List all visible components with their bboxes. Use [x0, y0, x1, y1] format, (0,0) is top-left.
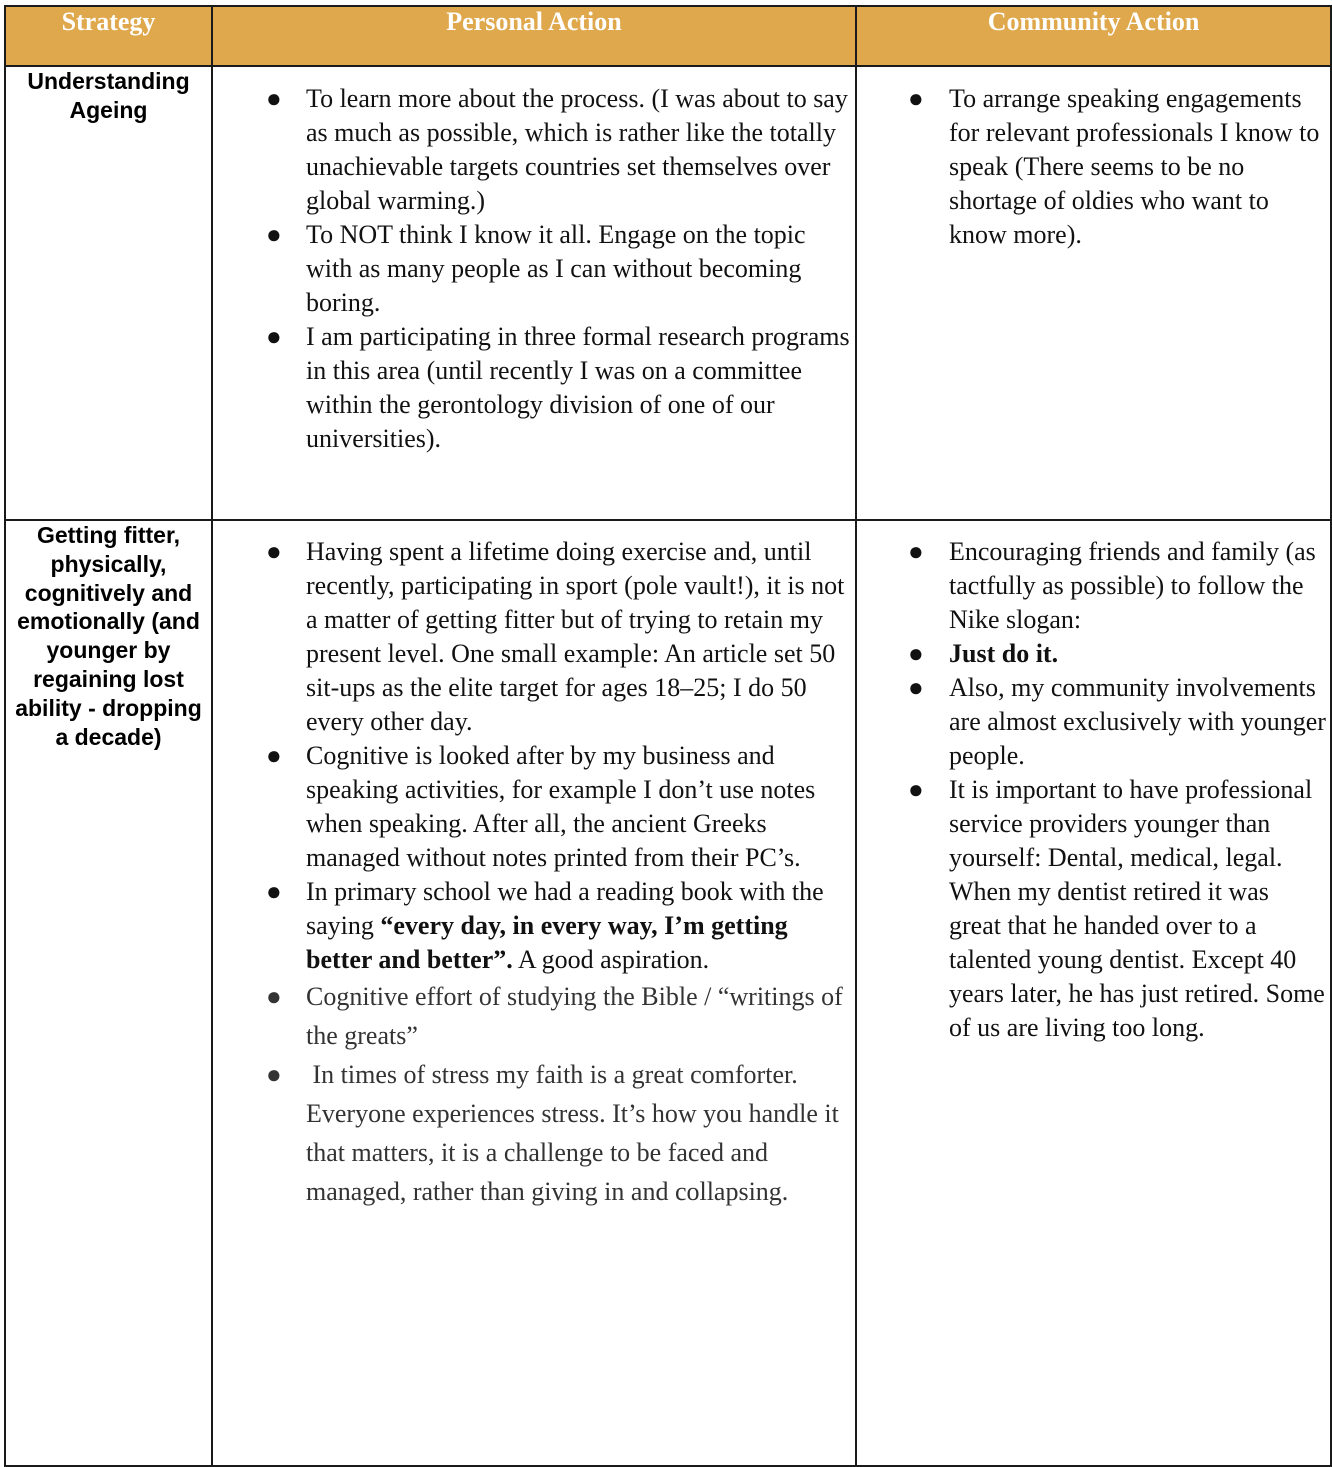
bullet-icon: ● [908, 775, 924, 804]
community-action-cell [856, 520, 1331, 1466]
personal-action-cell [212, 66, 856, 520]
list-item [857, 773, 1330, 1045]
list-item [213, 739, 855, 875]
list-item [213, 82, 855, 218]
bullet-icon: ● [908, 84, 924, 113]
strategy-table [4, 5, 1332, 1467]
list-item [857, 671, 1330, 773]
header-community-action: Community Action [856, 6, 1331, 66]
bullet-icon: ● [266, 537, 282, 566]
list-item-text: In times of stress my faith is a great comforter. Everyone experiences stress. It’s how you handle it that matters, it is a challenge to be faced and managed, rather than giving in and collapsing. [306, 1060, 846, 1206]
list-item [213, 320, 855, 456]
list-item-text: To learn more about the process. (I was about to say as much as possible, which is rather like the totally unachievable targets countries set themselves over global warming.) [306, 84, 848, 215]
list-item [857, 637, 1330, 671]
list-item-text: Cognitive effort of studying the Bible / “writings of the greats” [306, 982, 843, 1050]
list-item [213, 1055, 855, 1211]
bullet-icon: ● [266, 220, 282, 249]
list-item-text-post: A good aspiration. [512, 945, 710, 974]
bullet-icon: ● [908, 537, 924, 566]
community-action-list [857, 82, 1330, 252]
nike-slogan: Just do it. [949, 639, 1059, 668]
list-item-text: Cognitive is looked after by my business and speaking activities, for example I don’t use notes when speaking. After all, the ancient Greeks managed without notes printed from their PC’s. [306, 741, 816, 872]
list-item [857, 82, 1330, 252]
list-item-text: It is important to have professional service providers younger than yourself: Dental, medical, legal. When my dentist retired it was great that he handed over to a talented young dentist. Except 40 years later, he has just retired. Some of us are living too long. [949, 775, 1325, 1042]
header-row [5, 6, 1331, 66]
list-item [213, 535, 855, 739]
list-item-text: Having spent a lifetime doing exercise and, until recently, participating in sport (pole vault!), it is not a matter of getting fitter but of trying to retain my present level. One small example: An article set 50 sit-ups as the elite target for ages 18–25; I do 50 every other day. [306, 537, 845, 736]
bullet-icon: ● [908, 639, 924, 668]
list-item-text: I am participating in three formal research programs in this area (until recently I was on a committee within the gerontology division of one of our universities). [306, 322, 850, 453]
list-item-text: To arrange speaking engagements for relevant professionals I know to speak (There seems to be no shortage of oldies who want to know more). [949, 84, 1320, 249]
table-row [5, 66, 1331, 520]
personal-action-list [213, 535, 855, 1211]
bullet-icon: ● [908, 673, 924, 702]
table-row [5, 520, 1331, 1466]
list-item-text: Encouraging friends and family (as tactfully as possible) to follow the Nike slogan: [949, 537, 1316, 634]
bullet-icon: ● [266, 322, 282, 351]
list-item-text-pre: In primary school we had a reading book with the saying [306, 877, 824, 940]
list-item-text: Also, my community involvements are almost exclusively with younger people. [949, 673, 1326, 770]
bullet-icon: ● [266, 741, 282, 770]
bullet-icon: ● [266, 877, 282, 906]
list-item [213, 875, 855, 977]
community-action-cell [856, 66, 1331, 520]
bullet-icon: ● [266, 1060, 282, 1089]
quoted-saying: “every day, in every way, I’m getting better and better”. [306, 911, 788, 974]
list-item [213, 218, 855, 320]
strategy-cell: Understanding Ageing [5, 66, 212, 520]
personal-action-list [213, 82, 855, 456]
list-item [857, 535, 1330, 637]
personal-action-cell [212, 520, 856, 1466]
community-action-list [857, 535, 1330, 1045]
bullet-icon: ● [266, 982, 282, 1011]
header-personal-action: Personal Action [212, 6, 856, 66]
header-strategy: Strategy [5, 6, 212, 66]
strategy-cell: Getting fitter, physically, cognitively and emotionally (and younger by regaining lost ability - dropping a decade) [5, 520, 212, 1466]
bullet-icon: ● [266, 84, 282, 113]
list-item [213, 977, 855, 1055]
list-item-text: To NOT think I know it all. Engage on the topic with as many people as I can without becoming boring. [306, 220, 806, 317]
